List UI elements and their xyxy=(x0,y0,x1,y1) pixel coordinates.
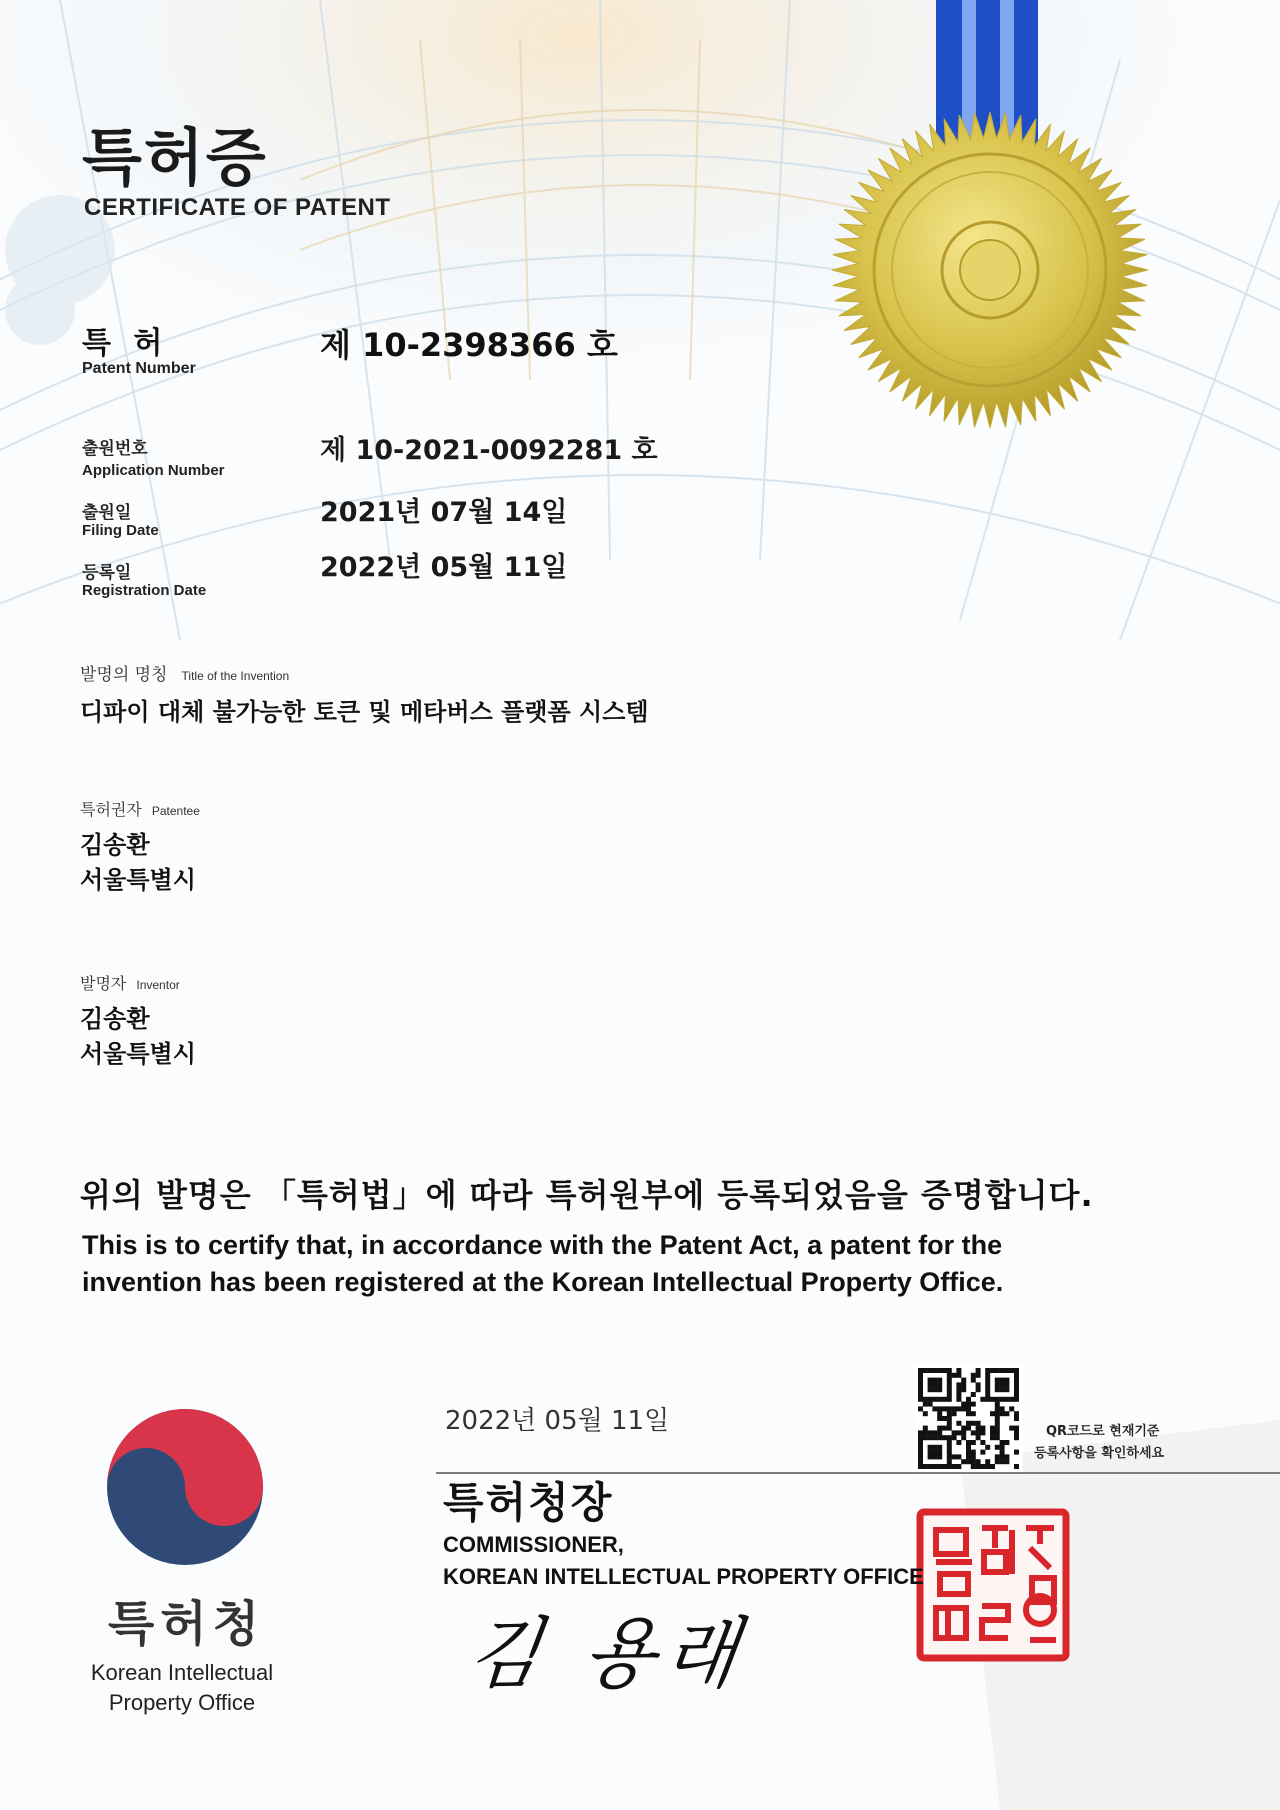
inventor-address: 서울특별시 xyxy=(80,1040,196,1068)
registration-date-label-english: Registration Date xyxy=(82,582,207,599)
office-name-korean: 특허청 xyxy=(108,1596,266,1652)
gold-seal-icon xyxy=(832,112,1148,428)
certification-statement-korean: 위의 발명은 「특허법」에 따라 특허원부에 등록되었음을 증명합니다. xyxy=(80,1176,1094,1214)
commissioner-title-english-line1: COMMISSIONER, xyxy=(443,1532,624,1557)
filing-date-label-korean: 출원일 xyxy=(82,503,132,523)
patent-number-value: 제 10-2398366 호 xyxy=(320,326,618,364)
invention-title-label-english: Title of the Invention xyxy=(181,669,290,683)
registration-date-value: 2022년 05월 11일 xyxy=(320,552,568,583)
certification-statement-english-line2: invention has been registered at the Korean Intellectual Property Office. xyxy=(82,1267,1004,1297)
application-number-value: 제 10-2021-0092281 호 xyxy=(320,435,658,466)
signature-text: 김 용래 xyxy=(462,1609,754,1700)
patentee-label xyxy=(80,797,200,820)
invention-title-label-korean: 발명의 명칭 xyxy=(80,665,168,685)
invention-title-label xyxy=(80,660,289,685)
qr-note-line2: 등록사항을 확인하세요 xyxy=(1034,1446,1165,1461)
filing-date-label-english: Filing Date xyxy=(82,522,159,539)
invention-title-value: 디파이 대체 불가능한 토큰 및 메타버스 플랫폼 시스템 xyxy=(80,698,649,726)
registration-date-label-korean: 등록일 xyxy=(82,563,132,583)
patent-number-label-korean: 특 허 xyxy=(82,326,169,361)
inventor-label-korean: 발명자 xyxy=(80,974,127,993)
inventor-label-english: Inventor xyxy=(136,978,180,992)
certificate-title-korean: 특허증 xyxy=(82,121,268,194)
application-number-label-korean: 출원번호 xyxy=(82,439,148,459)
inventor-label xyxy=(80,971,180,994)
kipo-taegeuk-logo-icon xyxy=(107,1409,263,1565)
certificate-title-english: CERTIFICATE OF PATENT xyxy=(84,194,391,221)
patent-number-label-english: Patent Number xyxy=(82,360,196,377)
commissioner-signature xyxy=(462,1595,754,1701)
certification-statement-english-line1: This is to certify that, in accordance with the Patent Act, a patent for the xyxy=(82,1230,1003,1260)
patentee-label-korean: 특허권자 xyxy=(80,800,142,819)
office-name-english-line2: Property Office xyxy=(108,1690,256,1715)
patentee-label-english: Patentee xyxy=(151,804,200,818)
commissioner-title-english-line2: KOREAN INTELLECTUAL PROPERTY OFFICE xyxy=(443,1564,924,1589)
official-red-stamp-icon xyxy=(920,1512,1066,1658)
patentee-address: 서울특별시 xyxy=(80,866,196,894)
issue-date: 2022년 05월 11일 xyxy=(445,1406,670,1436)
inventor-name: 김송환 xyxy=(80,1005,150,1033)
qr-code-icon xyxy=(914,1364,1023,1473)
office-name-english-line1: Korean Intellectual xyxy=(90,1660,274,1685)
filing-date-value: 2021년 07월 14일 xyxy=(320,497,568,528)
qr-note-line1: QR코드로 현재기준 xyxy=(1046,1424,1160,1439)
patentee-name: 김송환 xyxy=(80,831,150,859)
application-number-label-english: Application Number xyxy=(82,462,225,479)
commissioner-title-korean: 특허청장 xyxy=(443,1478,614,1527)
